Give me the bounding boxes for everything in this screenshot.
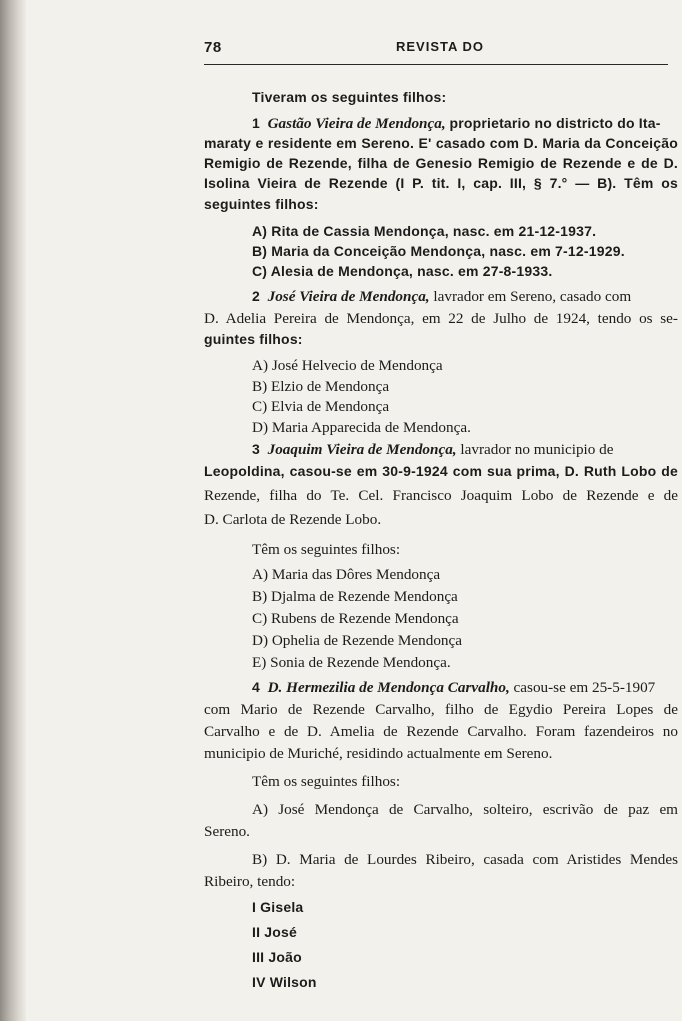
list-item: B) D. Maria de Lourdes Ribeiro, casada com Aristides Mendes xyxy=(252,851,678,868)
person-name: D. Hermezilia de Mendonça Carvalho, xyxy=(267,679,510,696)
text-line: Sereno. xyxy=(204,823,250,840)
list-item: C) Elvia de Mendonça xyxy=(252,398,390,415)
text-line: Tiveram os seguintes filhos: xyxy=(252,89,447,105)
text-line xyxy=(252,287,678,306)
list-item: III João xyxy=(252,949,302,965)
list-item: D) Ophelia de Rezende Mendonça xyxy=(252,632,463,649)
text-fragment: proprietario no districto do Ita- xyxy=(449,115,661,131)
text-line: Remigio de Rezende, filha de Genesio Remigio de Rezende e de D. xyxy=(204,155,678,171)
item-number: 4 xyxy=(252,679,260,695)
text-line: com Mario de Rezende Carvalho, filho de Egydio Pereira Lopes de xyxy=(204,701,678,718)
text-line: Isolina Vieira de Rezende (I P. tit. I, cap. III, § 7.° — B). Têm os xyxy=(204,175,678,191)
text-line: Carvalho e de D. Amelia de Rezende Carvalho. Foram fazendeiros no xyxy=(204,723,678,740)
list-item: B) Elzio de Mendonça xyxy=(252,378,390,395)
list-item: D) Maria Apparecida de Mendonça. xyxy=(252,419,471,436)
header-rule xyxy=(204,64,668,65)
list-item: A) Maria das Dôres Mendonça xyxy=(252,566,441,583)
text-line: maraty e residente em Sereno. E' casado com D. Maria da Conceição xyxy=(204,135,678,151)
text-fragment: lavrador no municipio de xyxy=(460,441,614,458)
item-number: 2 xyxy=(252,288,260,304)
text-line: Têm os seguintes filhos: xyxy=(252,541,401,558)
list-item: E) Sonia de Rezende Mendonça. xyxy=(252,654,451,671)
person-name: José Vieira de Mendonça, xyxy=(267,288,430,305)
text-line: Rezende, filha do Te. Cel. Francisco Joaquim Lobo de Rezende e de xyxy=(204,487,678,504)
person-name: Joaquim Vieira de Mendonça, xyxy=(267,441,457,458)
text-line: seguintes filhos: xyxy=(204,196,319,212)
person-name: Gastão Vieira de Mendonça, xyxy=(267,115,446,132)
text-fragment: casou-se em 25-5-1907 xyxy=(513,679,656,696)
list-item: B) Maria da Conceição Mendonça, nasc. em 7-12-1929. xyxy=(252,243,625,259)
text-line: Têm os seguintes filhos: xyxy=(252,773,401,790)
item-number: 1 xyxy=(252,115,260,131)
text-line: D. Carlota de Rezende Lobo. xyxy=(204,511,382,528)
text-line: Ribeiro, tendo: xyxy=(204,873,296,890)
text-line: Leopoldina, casou-se em 30-9-1924 com sua prima, D. Ruth Lobo de xyxy=(204,463,678,479)
list-item: C) Rubens de Rezende Mendonça xyxy=(252,610,459,627)
text-line: D. Adelia Pereira de Mendonça, em 22 de Julho de 1924, tendo os se- xyxy=(204,310,678,327)
list-item: B) Djalma de Rezende Mendonça xyxy=(252,588,458,605)
text-line xyxy=(252,678,678,697)
text-fragment: lavrador em Sereno, casado com xyxy=(433,288,632,305)
list-item: I Gisela xyxy=(252,899,304,915)
list-item: II José xyxy=(252,924,297,940)
text-line xyxy=(252,440,678,459)
text-line xyxy=(252,114,678,133)
item-number: 3 xyxy=(252,441,260,457)
list-item: A) José Mendonça de Carvalho, solteiro, escrivão de paz em xyxy=(252,801,678,818)
page-number: 78 xyxy=(204,39,222,56)
list-item: A) Rita de Cassia Mendonça, nasc. em 21-12-1937. xyxy=(252,223,597,239)
running-title: REVISTA DO xyxy=(396,39,485,54)
list-item: A) José Helvecio de Mendonça xyxy=(252,357,443,374)
text-line: municipio de Muriché, residindo actualmente em Sereno. xyxy=(204,745,553,762)
list-item: IV Wilson xyxy=(252,974,317,990)
text-line: guintes filhos: xyxy=(204,331,303,347)
list-item: C) Alesia de Mendonça, nasc. em 27-8-1933. xyxy=(252,263,553,279)
